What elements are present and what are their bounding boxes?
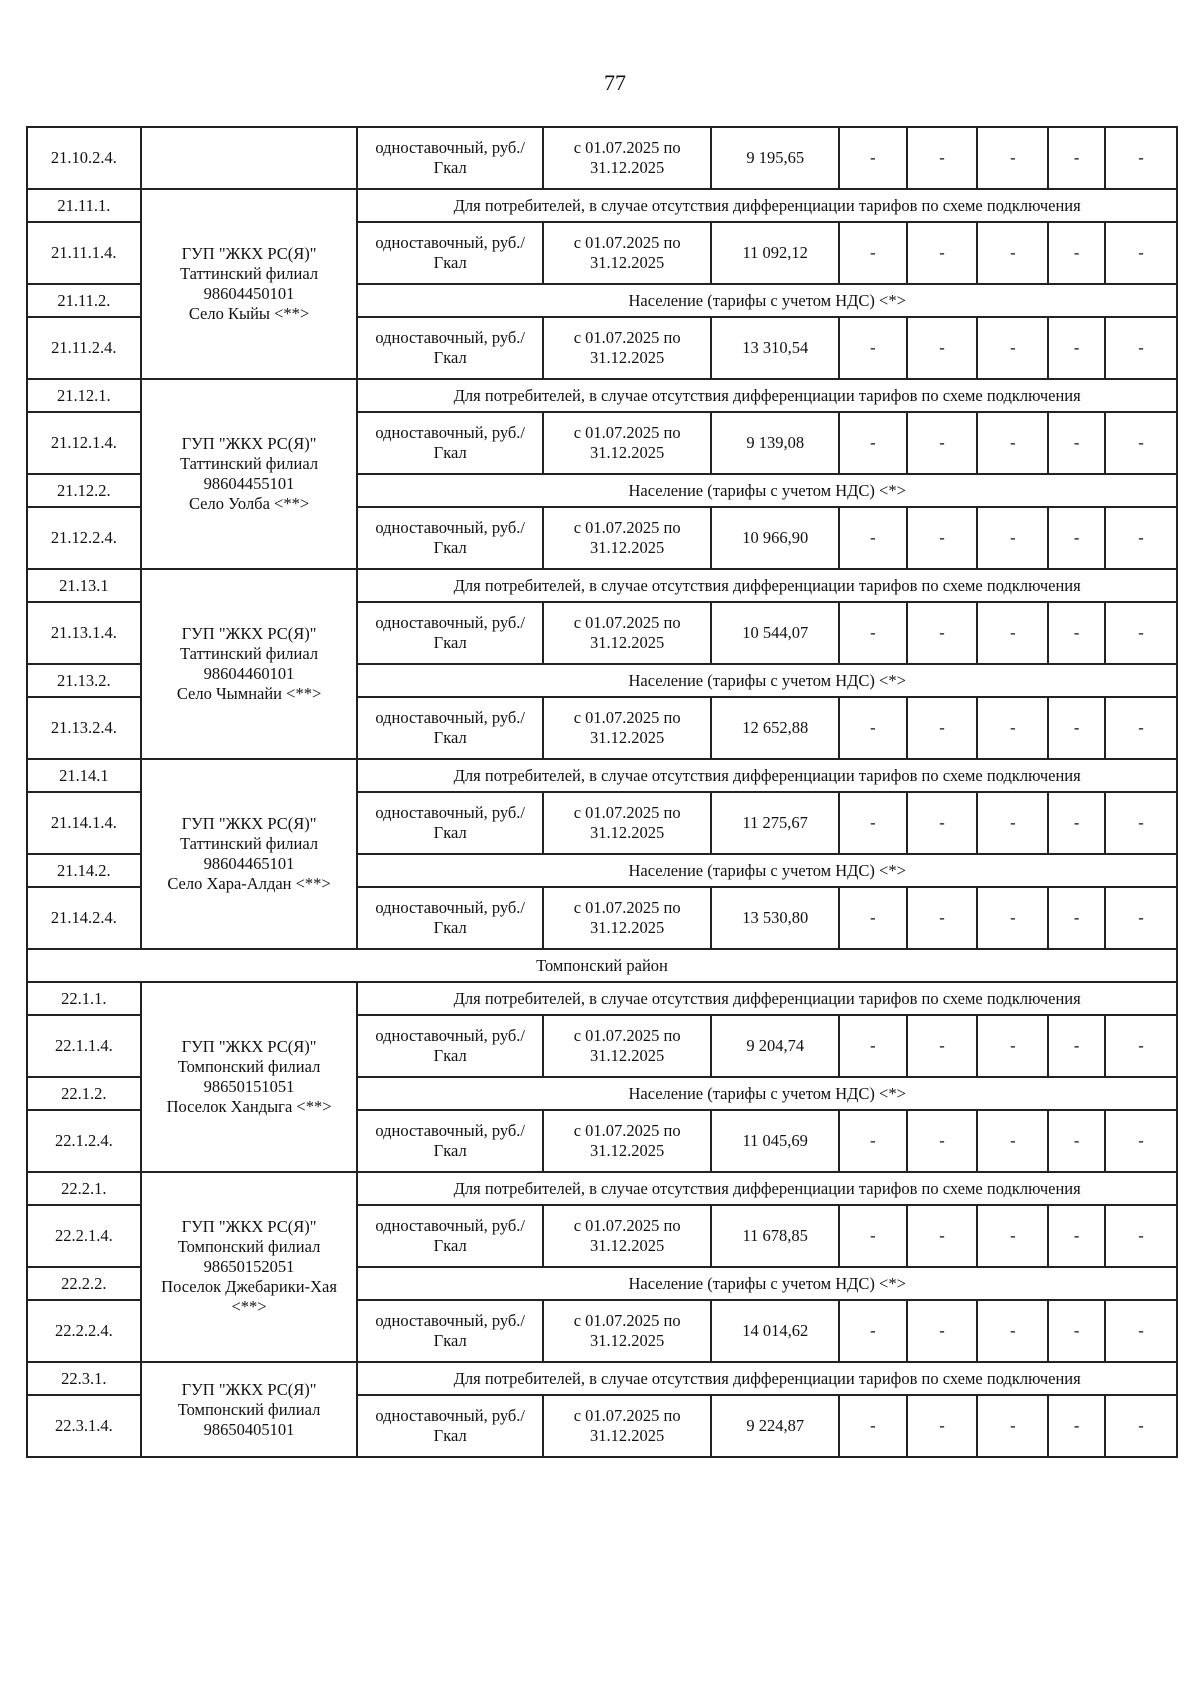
- dash-cell: -: [839, 127, 907, 189]
- row-code: 22.1.2.: [27, 1077, 141, 1110]
- dash-cell: -: [1048, 887, 1105, 949]
- tariff-type: одноставочный, руб./Гкал: [357, 887, 543, 949]
- org-name: ГУП "ЖКХ РС(Я)": [181, 624, 317, 643]
- period: с 01.07.2025 по 31.12.2025: [543, 127, 711, 189]
- dash-cell: -: [839, 1205, 907, 1267]
- group-header: Для потребителей, в случае отсутствия дифференциации тарифов по схеме подключения: [357, 982, 1177, 1015]
- org-branch: Таттинский филиал: [180, 454, 319, 473]
- table-row: [27, 189, 1177, 222]
- dash-cell: -: [1105, 697, 1177, 759]
- org-locality: Село Уолба <**>: [188, 494, 310, 513]
- dash-cell: -: [1105, 792, 1177, 854]
- dash-cell: -: [977, 1395, 1048, 1457]
- row-code: 21.14.1: [27, 759, 141, 792]
- dash-cell: -: [839, 222, 907, 284]
- dash-cell: -: [907, 127, 978, 189]
- org-branch: Томпонский филиал: [177, 1399, 321, 1419]
- period: с 01.07.2025 по 31.12.2025: [543, 697, 711, 759]
- org-branch: Таттинский филиал: [180, 264, 319, 283]
- dash-cell: -: [839, 602, 907, 664]
- tariff-value: 9 195,65: [711, 127, 839, 189]
- period: с 01.07.2025 по 31.12.2025: [543, 507, 711, 569]
- dash-cell: -: [1048, 317, 1105, 379]
- row-code: 21.13.2.: [27, 664, 141, 697]
- org-locality: Село Кыйы <**>: [188, 304, 310, 323]
- row-code: 21.12.1.: [27, 379, 141, 412]
- dash-cell: -: [1105, 1205, 1177, 1267]
- period: с 01.07.2025 по 31.12.2025: [543, 1395, 711, 1457]
- org-locality: Поселок Джебарики-Хая <**>: [161, 1277, 337, 1316]
- dash-cell: -: [1105, 127, 1177, 189]
- dash-cell: -: [839, 697, 907, 759]
- tariff-value: 10 544,07: [711, 602, 839, 664]
- tariff-value: 10 966,90: [711, 507, 839, 569]
- row-code: 21.11.1.: [27, 189, 141, 222]
- dash-cell: -: [839, 1110, 907, 1172]
- dash-cell: -: [977, 792, 1048, 854]
- org-cell: [141, 1172, 358, 1362]
- group-header: Для потребителей, в случае отсутствия дифференциации тарифов по схеме подключения: [357, 569, 1177, 602]
- org-branch: Таттинский филиал: [180, 834, 319, 853]
- row-code: 21.13.1: [27, 569, 141, 602]
- dash-cell: -: [1105, 1395, 1177, 1457]
- dash-cell: -: [977, 507, 1048, 569]
- tariff-value: 11 678,85: [711, 1205, 839, 1267]
- dash-cell: -: [1048, 127, 1105, 189]
- row-code: 22.2.1.4.: [27, 1205, 141, 1267]
- row-code: 21.14.2.: [27, 854, 141, 887]
- dash-cell: -: [1048, 1110, 1105, 1172]
- org-okato: 98604455101: [203, 474, 295, 493]
- tariff-value: 9 204,74: [711, 1015, 839, 1077]
- tariff-type: одноставочный, руб./Гкал: [357, 1395, 543, 1457]
- dash-cell: -: [907, 1015, 978, 1077]
- dash-cell: -: [977, 127, 1048, 189]
- dash-cell: -: [977, 697, 1048, 759]
- dash-cell: -: [977, 887, 1048, 949]
- org-cell: [141, 982, 358, 1172]
- dash-cell: -: [1105, 1110, 1177, 1172]
- row-code: 21.11.2.4.: [27, 317, 141, 379]
- org-name: ГУП "ЖКХ РС(Я)": [181, 814, 317, 833]
- org-okato: 98604450101: [203, 284, 295, 303]
- row-code: 22.1.1.4.: [27, 1015, 141, 1077]
- tariff-value: 11 045,69: [711, 1110, 839, 1172]
- tariff-type: одноставочный, руб./Гкал: [357, 1015, 543, 1077]
- org-name: ГУП "ЖКХ РС(Я)": [181, 1037, 317, 1056]
- dash-cell: -: [1048, 1300, 1105, 1362]
- period: с 01.07.2025 по 31.12.2025: [543, 792, 711, 854]
- tariff-value: 11 275,67: [711, 792, 839, 854]
- dash-cell: -: [977, 412, 1048, 474]
- page-number: 77: [604, 70, 626, 95]
- group-header: Для потребителей, в случае отсутствия дифференциации тарифов по схеме подключения: [357, 759, 1177, 792]
- tariff-value: 9 224,87: [711, 1395, 839, 1457]
- dash-cell: -: [907, 697, 978, 759]
- table-row: [27, 982, 1177, 1015]
- group-header: Население (тарифы с учетом НДС) <*>: [357, 474, 1177, 507]
- group-header: Для потребителей, в случае отсутствия дифференциации тарифов по схеме подключения: [357, 379, 1177, 412]
- org-cell: [141, 569, 358, 759]
- dash-cell: -: [1105, 222, 1177, 284]
- group-header: Для потребителей, в случае отсутствия дифференциации тарифов по схеме подключения: [357, 1172, 1177, 1205]
- row-code: 21.10.2.4.: [27, 127, 141, 189]
- dash-cell: -: [977, 1300, 1048, 1362]
- group-header: Население (тарифы с учетом НДС) <*>: [357, 664, 1177, 697]
- org-locality: Село Хара-Алдан <**>: [167, 874, 331, 893]
- org-okato: 98604460101: [203, 664, 295, 683]
- dash-cell: -: [907, 1395, 978, 1457]
- dash-cell: -: [977, 317, 1048, 379]
- dash-cell: -: [839, 792, 907, 854]
- tariff-type: одноставочный, руб./Гкал: [357, 222, 543, 284]
- org-branch: Томпонский филиал: [177, 1237, 321, 1256]
- dash-cell: -: [839, 317, 907, 379]
- org-cell-empty: [141, 127, 358, 189]
- dash-cell: -: [907, 887, 978, 949]
- tariff-type: одноставочный, руб./Гкал: [357, 1300, 543, 1362]
- row-code: 21.11.1.4.: [27, 222, 141, 284]
- dash-cell: -: [977, 222, 1048, 284]
- tariff-value: 13 530,80: [711, 887, 839, 949]
- org-okato: 98650405101: [203, 1419, 295, 1439]
- row-code: 22.2.2.: [27, 1267, 141, 1300]
- row-code: 22.1.1.: [27, 982, 141, 1015]
- dash-cell: -: [977, 1205, 1048, 1267]
- org-cell: [141, 189, 358, 379]
- dash-cell: -: [1105, 412, 1177, 474]
- period: с 01.07.2025 по 31.12.2025: [543, 1205, 711, 1267]
- dash-cell: -: [1105, 602, 1177, 664]
- dash-cell: -: [1048, 1205, 1105, 1267]
- org-branch: Таттинский филиал: [180, 644, 319, 663]
- tariff-value: 14 014,62: [711, 1300, 839, 1362]
- org-name: ГУП "ЖКХ РС(Я)": [181, 244, 317, 263]
- table-row: [27, 1362, 1177, 1395]
- dash-cell: -: [977, 602, 1048, 664]
- dash-cell: -: [839, 1300, 907, 1362]
- tariff-value: 9 139,08: [711, 412, 839, 474]
- dash-cell: -: [1048, 697, 1105, 759]
- row-code: 21.13.1.4.: [27, 602, 141, 664]
- dash-cell: -: [907, 507, 978, 569]
- tariff-type: одноставочный, руб./Гкал: [357, 507, 543, 569]
- tariff-type: одноставочный, руб./Гкал: [357, 792, 543, 854]
- tariff-type: одноставочный, руб./Гкал: [357, 1110, 543, 1172]
- dash-cell: -: [907, 602, 978, 664]
- tariff-value: 11 092,12: [711, 222, 839, 284]
- org-cell: [141, 1362, 358, 1457]
- group-header: Население (тарифы с учетом НДС) <*>: [357, 1077, 1177, 1110]
- dash-cell: -: [907, 1205, 978, 1267]
- org-cell: [141, 379, 358, 569]
- dash-cell: -: [907, 412, 978, 474]
- row-code: 22.1.2.4.: [27, 1110, 141, 1172]
- tariff-table: [26, 126, 1178, 1458]
- dash-cell: -: [977, 1110, 1048, 1172]
- district-header: Томпонский район: [27, 949, 1177, 982]
- row-code: 21.14.2.4.: [27, 887, 141, 949]
- row-code: 21.12.2.: [27, 474, 141, 507]
- tariff-type: одноставочный, руб./Гкал: [357, 317, 543, 379]
- table-row: [27, 379, 1177, 412]
- period: с 01.07.2025 по 31.12.2025: [543, 412, 711, 474]
- dash-cell: -: [1105, 317, 1177, 379]
- dash-cell: -: [907, 792, 978, 854]
- dash-cell: -: [839, 1015, 907, 1077]
- dash-cell: -: [907, 222, 978, 284]
- tariff-type: одноставочный, руб./Гкал: [357, 697, 543, 759]
- org-name: ГУП "ЖКХ РС(Я)": [181, 1217, 317, 1236]
- org-locality: Село Чымнайи <**>: [176, 684, 322, 703]
- table-row: [27, 127, 1177, 189]
- district-row: [27, 949, 1177, 982]
- group-header: Население (тарифы с учетом НДС) <*>: [357, 1267, 1177, 1300]
- row-code: 21.12.2.4.: [27, 507, 141, 569]
- dash-cell: -: [907, 317, 978, 379]
- dash-cell: -: [839, 507, 907, 569]
- org-cell: [141, 759, 358, 949]
- row-code: 22.2.2.4.: [27, 1300, 141, 1362]
- tariff-value: 13 310,54: [711, 317, 839, 379]
- dash-cell: -: [839, 412, 907, 474]
- row-code: 21.11.2.: [27, 284, 141, 317]
- dash-cell: -: [907, 1300, 978, 1362]
- period: с 01.07.2025 по 31.12.2025: [543, 222, 711, 284]
- dash-cell: -: [1048, 412, 1105, 474]
- tariff-type: одноставочный, руб./Гкал: [357, 127, 543, 189]
- period: с 01.07.2025 по 31.12.2025: [543, 317, 711, 379]
- period: с 01.07.2025 по 31.12.2025: [543, 1015, 711, 1077]
- dash-cell: -: [1048, 507, 1105, 569]
- dash-cell: -: [1048, 792, 1105, 854]
- dash-cell: -: [907, 1110, 978, 1172]
- dash-cell: -: [1105, 507, 1177, 569]
- tariff-type: одноставочный, руб./Гкал: [357, 1205, 543, 1267]
- dash-cell: -: [1048, 222, 1105, 284]
- tariff-value: 12 652,88: [711, 697, 839, 759]
- dash-cell: -: [1105, 1300, 1177, 1362]
- dash-cell: -: [839, 887, 907, 949]
- dash-cell: -: [1105, 1015, 1177, 1077]
- org-okato: 98650151051: [203, 1077, 295, 1096]
- row-code: 22.3.1.: [27, 1362, 141, 1395]
- row-code: 22.3.1.4.: [27, 1395, 141, 1457]
- tariff-type: одноставочный, руб./Гкал: [357, 412, 543, 474]
- dash-cell: -: [1105, 887, 1177, 949]
- org-locality: Поселок Хандыга <**>: [166, 1097, 332, 1116]
- org-name: ГУП "ЖКХ РС(Я)": [181, 1379, 317, 1399]
- org-okato: 98604465101: [203, 854, 295, 873]
- period: с 01.07.2025 по 31.12.2025: [543, 602, 711, 664]
- table-row: [27, 1172, 1177, 1205]
- row-code: 22.2.1.: [27, 1172, 141, 1205]
- dash-cell: -: [1048, 1395, 1105, 1457]
- row-code: 21.12.1.4.: [27, 412, 141, 474]
- org-branch: Томпонский филиал: [177, 1057, 321, 1076]
- org-okato: 98650152051: [203, 1257, 295, 1276]
- org-name: ГУП "ЖКХ РС(Я)": [181, 434, 317, 453]
- group-header: Население (тарифы с учетом НДС) <*>: [357, 854, 1177, 887]
- period: с 01.07.2025 по 31.12.2025: [543, 887, 711, 949]
- period: с 01.07.2025 по 31.12.2025: [543, 1110, 711, 1172]
- row-code: 21.13.2.4.: [27, 697, 141, 759]
- table-row: [27, 569, 1177, 602]
- table-row: [27, 759, 1177, 792]
- group-header: Население (тарифы с учетом НДС) <*>: [357, 284, 1177, 317]
- group-header: Для потребителей, в случае отсутствия дифференциации тарифов по схеме подключения: [357, 189, 1177, 222]
- dash-cell: -: [1048, 1015, 1105, 1077]
- row-code: 21.14.1.4.: [27, 792, 141, 854]
- group-header: Для потребителей, в случае отсутствия дифференциации тарифов по схеме подключения: [357, 1362, 1177, 1395]
- dash-cell: -: [977, 1015, 1048, 1077]
- dash-cell: -: [839, 1395, 907, 1457]
- dash-cell: -: [1048, 602, 1105, 664]
- period: с 01.07.2025 по 31.12.2025: [543, 1300, 711, 1362]
- tariff-type: одноставочный, руб./Гкал: [357, 602, 543, 664]
